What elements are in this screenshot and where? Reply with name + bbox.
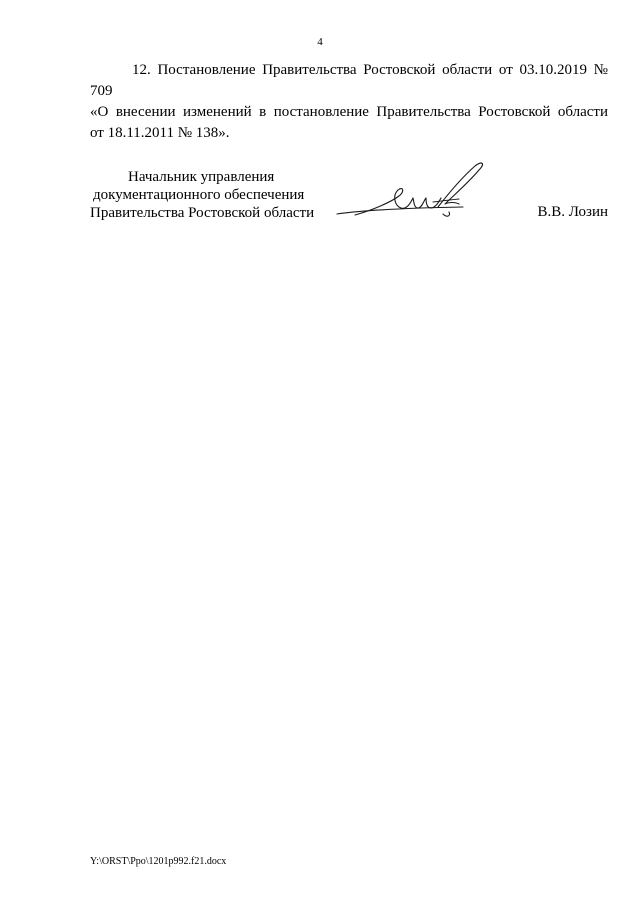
signatory-title <box>90 168 314 222</box>
document-item-12 <box>90 60 608 144</box>
page-number: 4 <box>317 36 323 48</box>
item-line-1: 12. Постановление Правительства Ростовской области от 03.10.2019 № 709 <box>90 62 608 99</box>
signer-name: В.В. Лозин <box>537 204 608 220</box>
item-line-2: «О внесении изменений в постановление Правительства Ростовской области <box>90 104 608 120</box>
signatory-title-line-1: Начальник управления <box>128 169 275 185</box>
handwritten-signature <box>335 158 490 228</box>
signatory-title-line-2: документационного обеспечения <box>93 187 305 203</box>
item-line-3: от 18.11.2011 № 138». <box>90 125 230 141</box>
file-path-footer: Y:\ORST\Ppo\1201p992.f21.docx <box>90 856 227 867</box>
signatory-title-line-3: Правительства Ростовской области <box>90 205 315 221</box>
